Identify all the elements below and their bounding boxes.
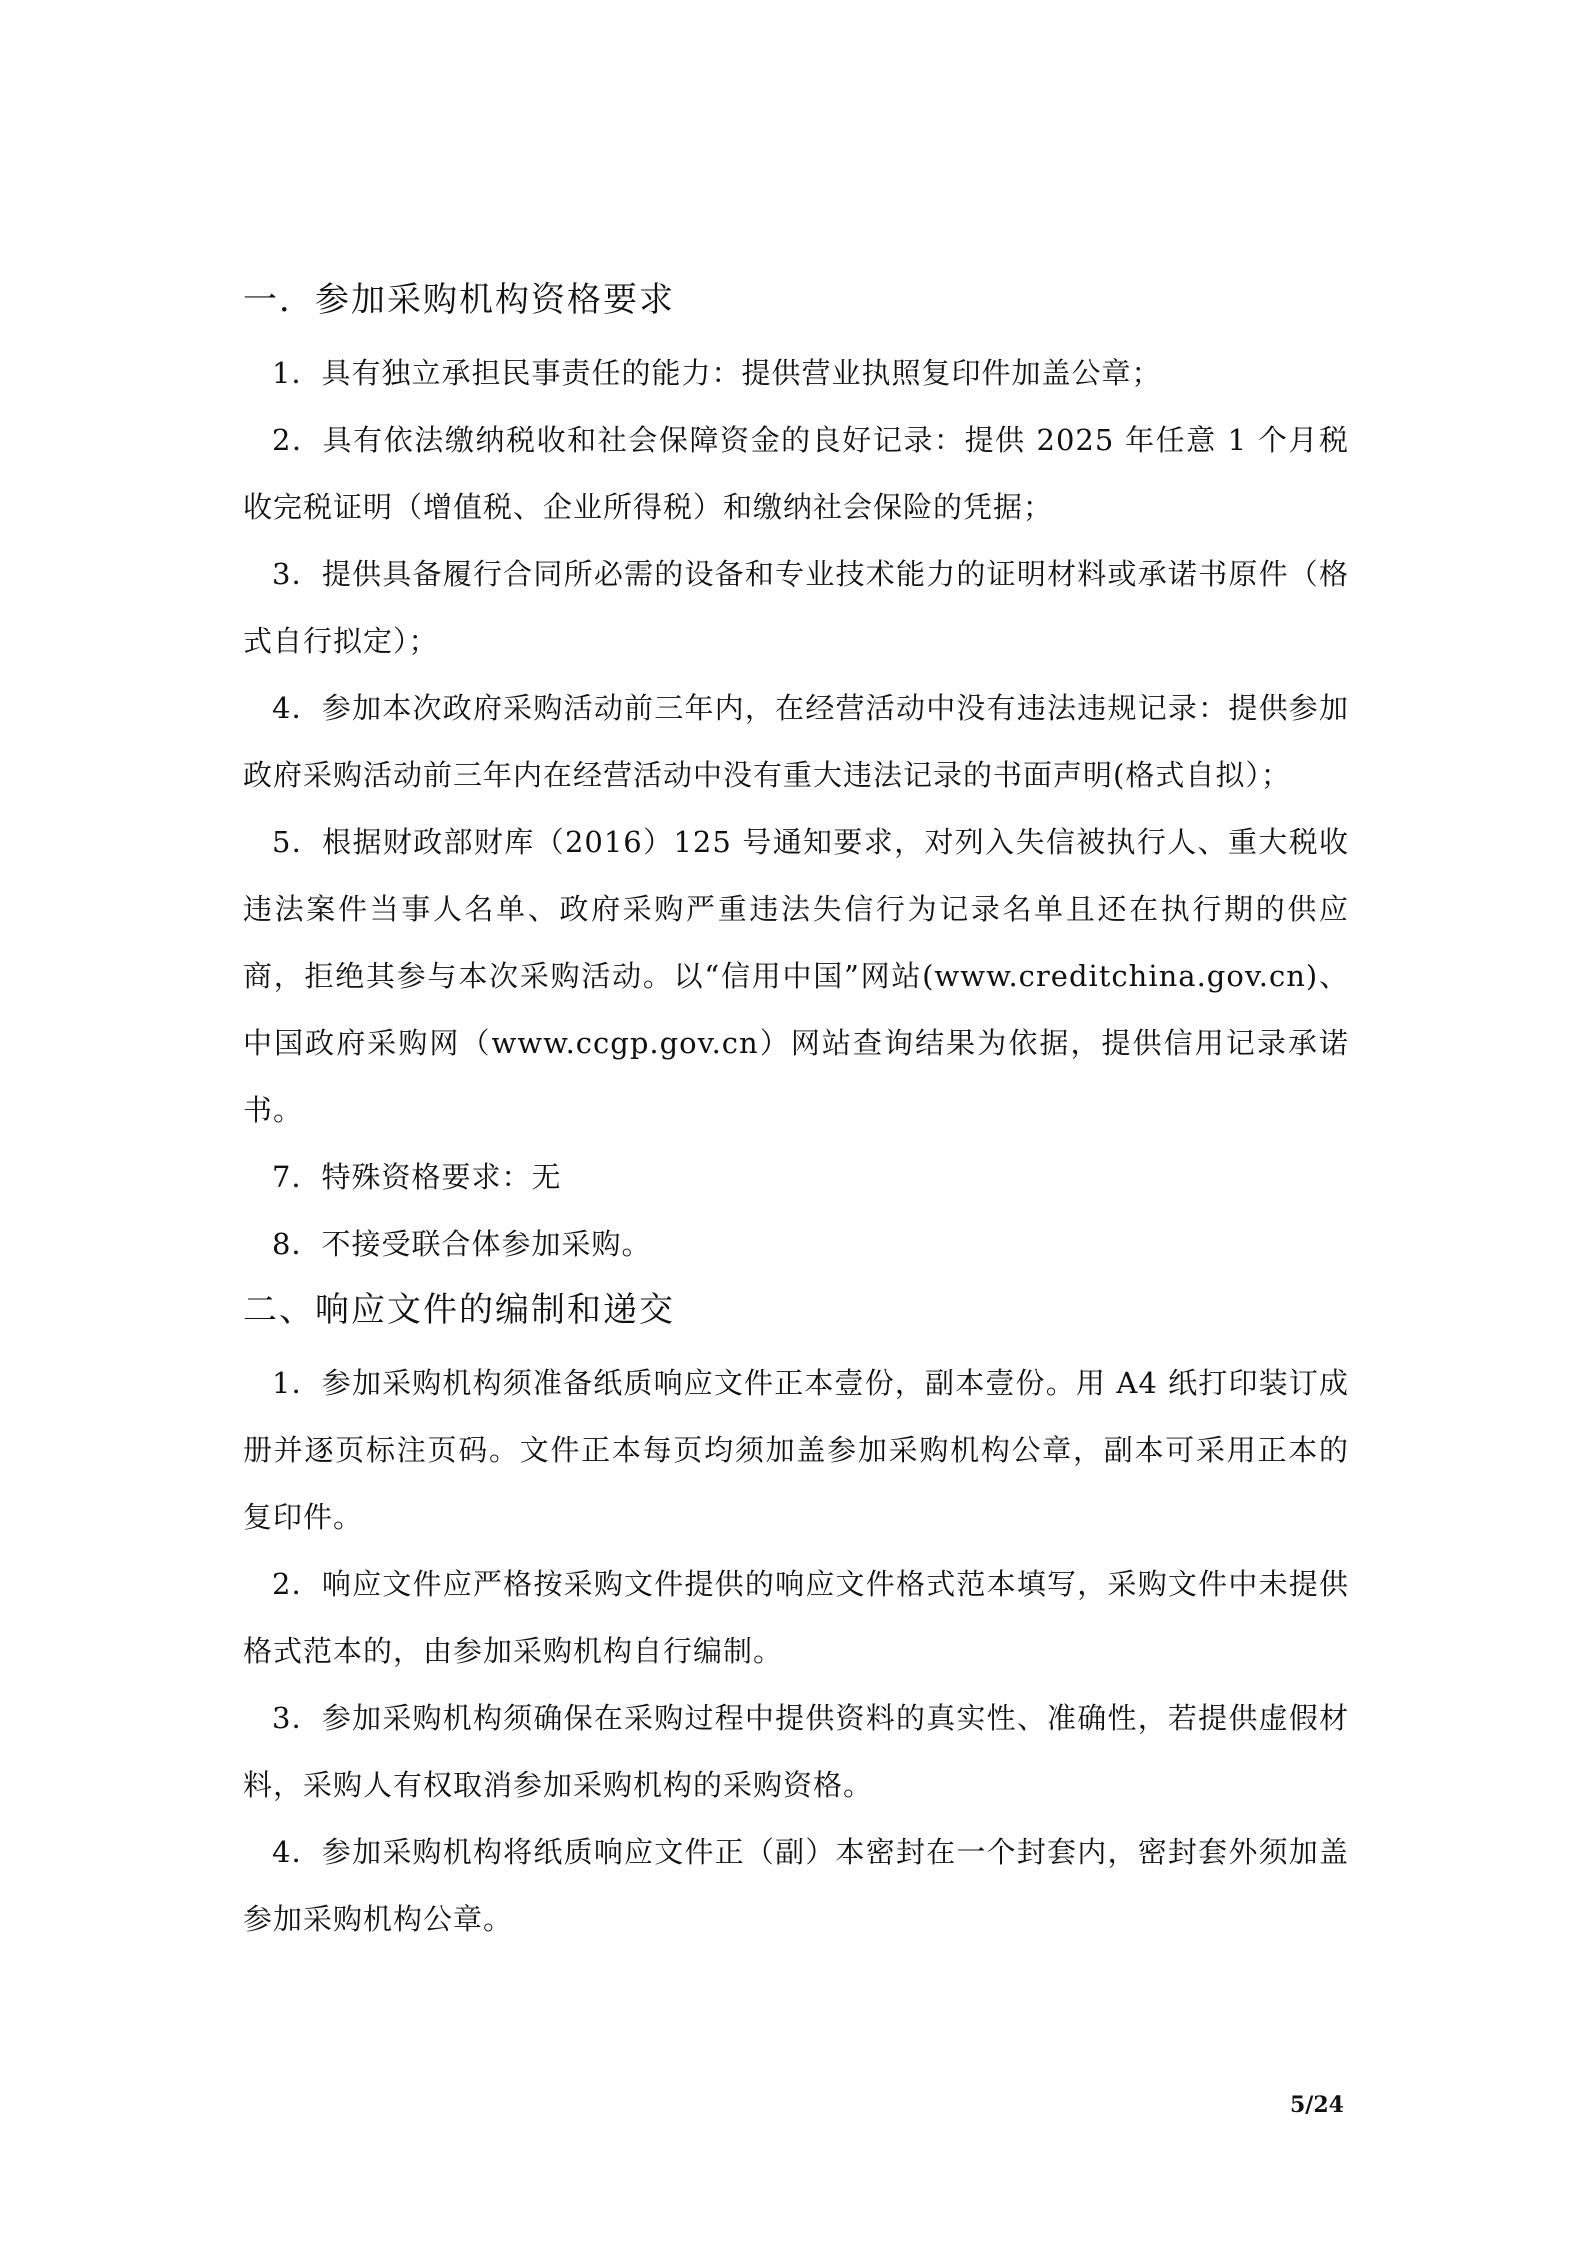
response-item: 1．参加采购机构须准备纸质响应文件正本壹份，副本壹份。用 A4 纸打印装订成册并逐页标注页码。文件正本每页均须加盖参加采购机构公章，副本可采用正本的复印件。 bbox=[243, 1366, 1349, 1534]
section-heading: 二、响应文件的编制和递交 bbox=[243, 1290, 675, 1330]
section-heading: 一．参加采购机构资格要求 bbox=[243, 280, 675, 320]
section-qualification-requirements bbox=[243, 272, 1349, 1278]
requirement-item: 1．具有独立承担民事责任的能力：提供营业执照复印件加盖公章； bbox=[272, 356, 1162, 390]
response-item: 2．响应文件应严格按采购文件提供的响应文件格式范本填写，采购文件中未提供格式范本的，由参加采购机构自行编制。 bbox=[243, 1567, 1349, 1668]
response-item: 3．参加采购机构须确保在采购过程中提供资料的真实性、准确性，若提供虚假材料，采购人有权取消参加采购机构的采购资格。 bbox=[243, 1701, 1349, 1802]
requirement-item: 8．不接受联合体参加采购。 bbox=[272, 1227, 652, 1261]
document-body bbox=[243, 272, 1349, 1953]
page-number: 5/24 bbox=[1290, 2092, 1344, 2118]
requirement-item: 3．提供具备履行合同所必需的设备和专业技术能力的证明材料或承诺书原件（格式自行拟定）； bbox=[243, 557, 1349, 658]
requirement-item: 2．具有依法缴纳税收和社会保障资金的良好记录：提供 2025 年任意 1 个月税收完税证明（增值税、企业所得税）和缴纳社会保险的凭据； bbox=[243, 423, 1349, 524]
section-response-documents bbox=[243, 1282, 1349, 1953]
requirement-item: 4．参加本次政府采购活动前三年内，在经营活动中没有违法违规记录：提供参加政府采购活动前三年内在经营活动中没有重大违法记录的书面声明(格式自拟）； bbox=[243, 691, 1349, 792]
requirement-item: 7．特殊资格要求：无 bbox=[272, 1160, 562, 1194]
requirement-item: 5．根据财政部财库（2016）125 号通知要求，对列入失信被执行人、重大税收违法案件当事人名单、政府采购严重违法失信行为记录名单且还在执行期的供应商，拒绝其参与本次采购活动。以“信用中国”网站(www.creditchina.gov.cn)、中国政府采购网（www.ccgp.gov.cn）网站查询结果为依据，提供信用记录承诺书。 bbox=[243, 825, 1349, 1127]
response-item: 4．参加采购机构将纸质响应文件正（副）本密封在一个封套内，密封套外须加盖参加采购机构公章。 bbox=[243, 1835, 1349, 1936]
